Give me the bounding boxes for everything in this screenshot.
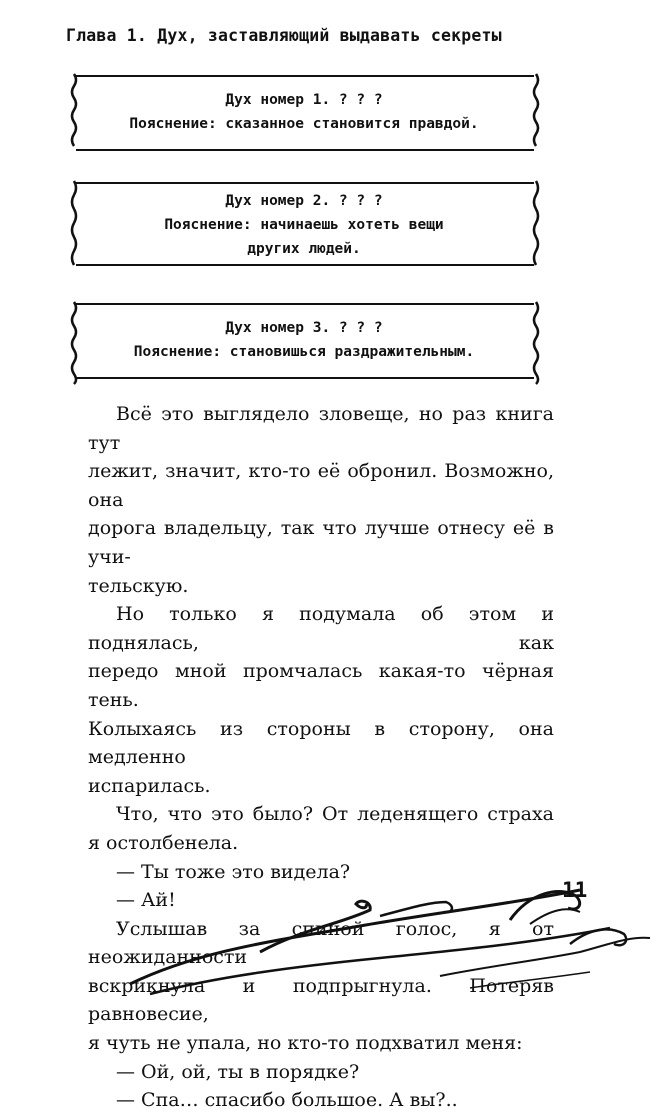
body-text xyxy=(88,400,554,1115)
spirit-explanation: Пояснение: сказанное становится правдой. xyxy=(129,116,479,132)
spirit-box-2 xyxy=(64,177,544,273)
text-line: Всё это выглядело зловеще, но раз книга тут xyxy=(88,403,554,454)
text-line: тельскую. xyxy=(88,574,189,597)
spirit-box-3 xyxy=(64,298,544,386)
dialogue-line: — Ой, ой, ты в порядке? xyxy=(116,1060,360,1083)
text-line: Но только я подумала об этом и поднялась, как xyxy=(88,603,554,654)
spirit-explanation: Пояснение: становишься раздражительным. xyxy=(133,344,475,360)
spirit-box-1 xyxy=(64,68,544,158)
text-line: я остолбенела. xyxy=(88,831,239,854)
chapter-header: Глава 1. Дух, заставляющий выдавать секреты xyxy=(66,26,502,45)
text-line: дорога владельцу, так что лучше отнесу её в учи- xyxy=(88,517,554,568)
text-line: я чуть не упала, но кто-то подхватил меня: xyxy=(88,1032,523,1055)
page-number: 11 xyxy=(562,878,588,902)
text-line: Колыхаясь из стороны в сторону, она медленно xyxy=(88,717,554,769)
spirit-title: Дух номер 3. ? ? ? xyxy=(225,320,383,336)
text-line: Что, что это было? От леденящего страха xyxy=(116,803,554,826)
text-line: вскрикнула и подпрыгнула. Потеряв равновесие, xyxy=(88,974,554,1026)
spirit-title: Дух номер 2. ? ? ? xyxy=(225,193,383,209)
dialogue-line: — Ай! xyxy=(116,889,176,912)
spirit-explanation: Пояснение: начинаешь хотеть вещи xyxy=(164,217,444,233)
spirit-title: Дух номер 1. ? ? ? xyxy=(225,92,383,108)
text-line: Услышав за спиной голос, я от неожиданности xyxy=(88,917,554,969)
text-line: испарилась. xyxy=(88,774,211,797)
dialogue-line: — Ты тоже это видела? xyxy=(116,860,351,883)
text-line: передо мной промчалась какая-то чёрная тень. xyxy=(88,660,554,711)
spirit-explanation-cont: других людей. xyxy=(247,241,361,257)
text-line: лежит, значит, кто-то её обронил. Возможно, она xyxy=(88,460,554,511)
dialogue-line: — Спа… спасибо большое. А вы?.. xyxy=(116,1089,458,1112)
